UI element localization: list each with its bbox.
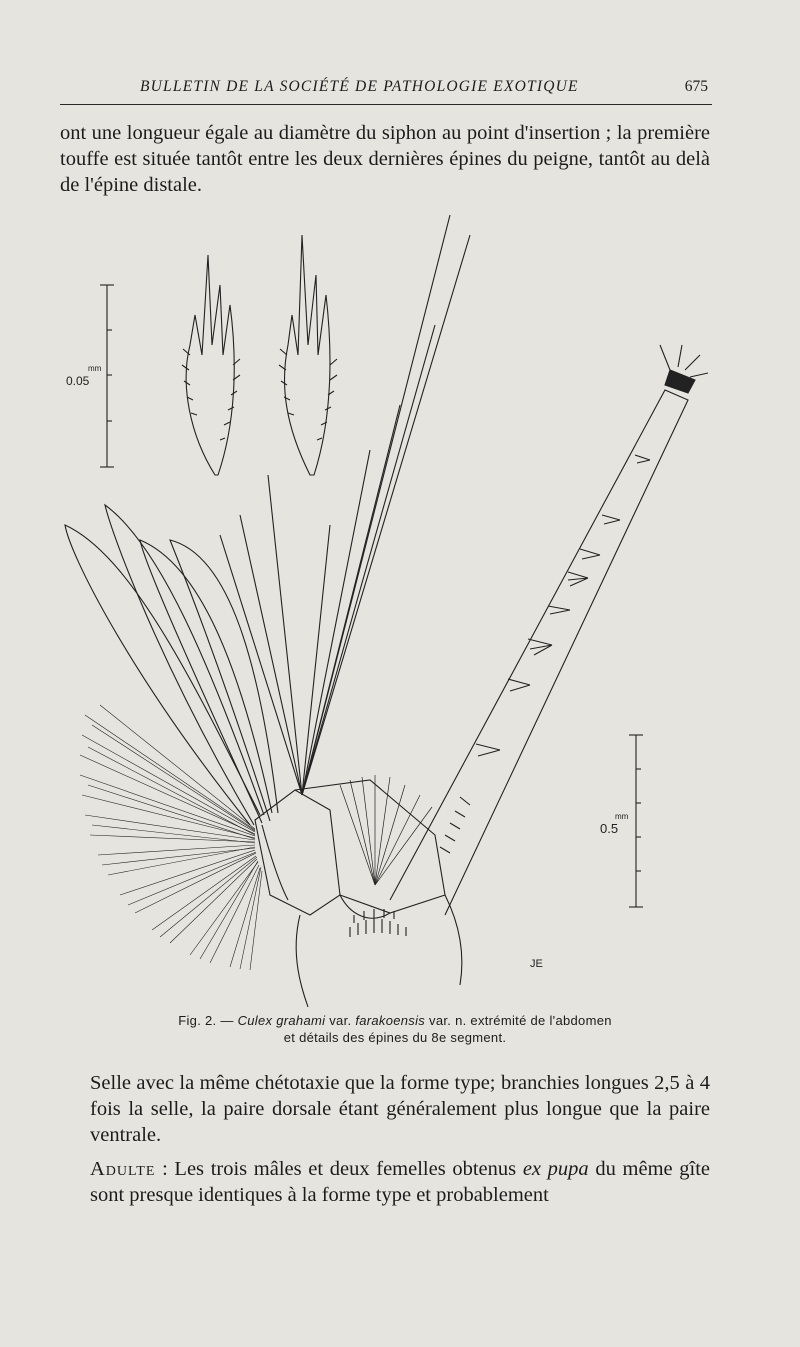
figure-caption bbox=[90, 1012, 700, 1046]
setae-long-bundle bbox=[220, 215, 470, 795]
scale-large-label: 0.5 bbox=[600, 821, 619, 836]
page-number: 675 bbox=[684, 78, 708, 95]
anal-segment-saddle bbox=[255, 790, 340, 915]
scale-bar-small bbox=[100, 285, 114, 467]
body-paragraph-top: ont une longueur égale au diamètre du siphon au point d'insertion ; la première touffe est située tantôt entre les deux dernières épines du peigne, tantôt au delà de l'épine distale. bbox=[60, 122, 710, 196]
comb-spine-detail-left bbox=[182, 255, 240, 475]
running-title: BULLETIN DE LA SOCIÉTÉ DE PATHOLOGIE EXOTIQUE bbox=[140, 78, 579, 95]
caption-line-2: et détails des épines du 8e segment. bbox=[283, 1030, 507, 1045]
scale-small-label: 0.05 bbox=[66, 374, 90, 388]
ventral-brush bbox=[80, 705, 262, 970]
body-paragraph-bottom: Selle avec la même chétotaxie que la forme type; branchies longues 2,5 à 4 fois la selle, la paire dorsale étant généralement plus longue que la paire ventrale. bbox=[90, 1072, 710, 1146]
segment-setae-tuft bbox=[340, 775, 432, 885]
adult-ex-pupa: ex pupa bbox=[522, 1158, 589, 1180]
scale-large-unit: mm bbox=[615, 812, 629, 821]
adult-text-b: du même gîte sont presque identiques à la forme type et probablement bbox=[90, 1158, 711, 1206]
scale-small-unit: mm bbox=[88, 364, 102, 373]
scale-bar-large bbox=[629, 735, 643, 907]
comb-scales bbox=[350, 909, 406, 937]
comb-spine-detail-right bbox=[279, 235, 337, 475]
adult-text-a: : Les trois mâles et deux femelles obtenus bbox=[162, 1158, 517, 1180]
caption-species: Culex grahami bbox=[237, 1013, 326, 1028]
illustrator-signature: JE bbox=[530, 958, 543, 970]
caption-var: var. bbox=[329, 1013, 352, 1028]
page-header bbox=[60, 76, 712, 105]
caption-prefix: Fig. 2. — bbox=[178, 1013, 234, 1028]
body-paragraph-adult bbox=[90, 1156, 710, 1208]
caption-line-1 bbox=[90, 1012, 700, 1029]
caption-rest: var. n. extrémité de l'abdomen bbox=[429, 1013, 612, 1028]
adult-label: Adulte bbox=[90, 1158, 156, 1180]
caption-variety: farakoensis bbox=[355, 1013, 426, 1028]
siphon bbox=[390, 345, 708, 915]
figure-drawing bbox=[40, 195, 730, 1010]
figure-illustration bbox=[40, 195, 730, 1010]
